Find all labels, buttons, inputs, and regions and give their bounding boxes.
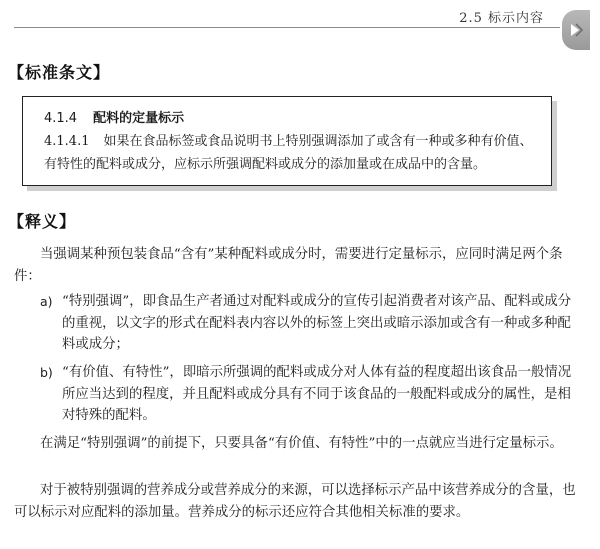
interpretation-heading: 【释义】 bbox=[8, 212, 77, 231]
list-item-text: “有价值、有特性”，即暗示所强调的配料或成分对人体有益的程度超出该食品一般情况所应当达到的程度，并且配料或成分具有不同于该食品的一般配料或成分的属性，是相对特殊的配料。 bbox=[62, 365, 572, 423]
list-item-marker: a) bbox=[40, 294, 53, 309]
sub-clause-text: 如果在食品标签或食品说明书上特别强调添加了或含有一种或多种有价值、有特性的配料或成分，应标示所强调配料或成分的添加量或在成品中的含量。 bbox=[44, 134, 533, 172]
header-rule bbox=[14, 27, 560, 28]
clause-number: 4.1.4 bbox=[44, 111, 78, 126]
list-item bbox=[14, 291, 584, 356]
list-item-text: “特别强调”，即食品生产者通过对配料或成分的宣传引起消费者对该产品、配料或成分的重视，以文字的形式在配料表内容以外的标签上突出或暗示添加或含有一种或多种配料或成分； bbox=[62, 294, 572, 352]
chevron-right-icon bbox=[568, 22, 584, 38]
standard-clause-box bbox=[22, 96, 552, 186]
clause-body bbox=[44, 130, 544, 176]
standard-clause-heading: 【标准条文】 bbox=[8, 63, 111, 82]
clause-title bbox=[44, 107, 184, 126]
interpretation-intro: 当强调某种预包装食品“含有”某种配料或成分时，需要进行定量标示，应同时满足两个条件： bbox=[14, 247, 563, 284]
interpretation-paragraph-3: 对于被特别强调的营养成分或营养成分的来源，可以选择标示产品中该营养成分的含量，也可以标示对应配料的添加量。营养成分的标示还应符合其他相关标准的要求。 bbox=[14, 483, 576, 520]
list-item-marker: b) bbox=[40, 365, 53, 380]
running-header-title: 2.5 标示内容 bbox=[459, 11, 544, 26]
interpretation-paragraph-2: 在满足“特别强调”的前提下，只要具备“有价值、有特性”中的一点就应当进行定量标示。 bbox=[40, 436, 563, 451]
sub-clause-number: 4.1.4.1 bbox=[44, 134, 90, 149]
clause-title-text: 配料的定量标示 bbox=[93, 111, 185, 126]
page-edge-tab bbox=[562, 10, 590, 50]
list-item bbox=[14, 362, 584, 427]
